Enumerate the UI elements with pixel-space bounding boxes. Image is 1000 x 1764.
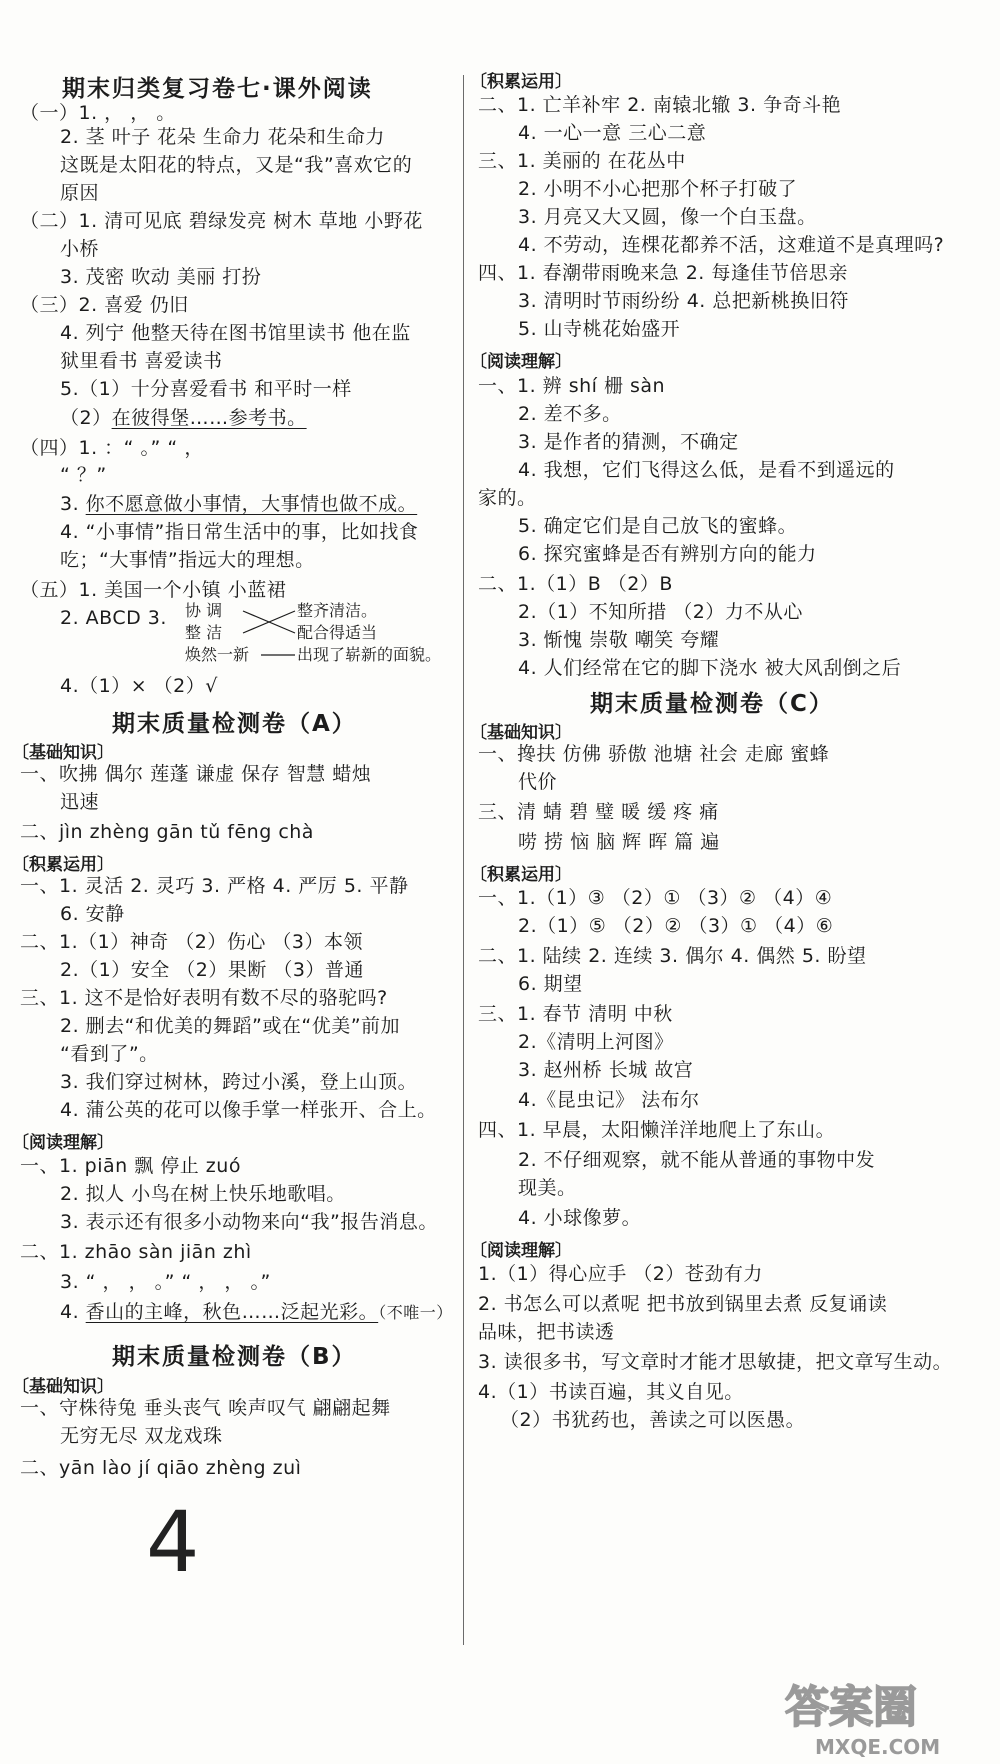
section-heading: 〔阅读理解〕: [470, 1241, 572, 1261]
answer-line: 3. 赵州桥 长城 故宫: [518, 1059, 694, 1081]
answer-line: 5.（1）十分喜爱看书 和平时一样: [60, 378, 352, 400]
answer-line: 三、1. 春节 清明 中秋: [478, 1003, 673, 1025]
answer-prefix: 3.: [60, 493, 86, 515]
answer-line: 3. 我们穿过树林，跨过小溪，登上山顶。: [60, 1071, 418, 1093]
answer-line: （一）1. ， ， 。: [20, 102, 176, 124]
answer-line: 6. 安静: [60, 903, 125, 925]
match-left-item: 协 调: [185, 601, 223, 620]
section-heading: 〔基础知识〕: [470, 723, 572, 743]
answer-line: 二、jìn zhèng gān tǔ fēng chà: [20, 821, 314, 843]
answer-line: 二、1.（1）神奇 （2）伤心 （3）本领: [20, 931, 363, 953]
answer-line: 4. 不劳动，连棵花都养不活，这难道不是真理吗?: [518, 234, 945, 256]
answer-line: 一、搀扶 仿佛 骄傲 池塘 社会 走廊 蜜蜂: [478, 743, 830, 765]
answer-line: 4.《昆虫记》 法布尔: [518, 1089, 700, 1111]
underlined-answer: 你不愿意做小事情，大事情也做不成。: [85, 493, 418, 515]
answer-line: 4.（1）书读百遍，其义自见。: [478, 1381, 744, 1403]
answer-line: 2.（1）安全 （2）果断 （3）普通: [60, 959, 364, 981]
answer-line: 四、1. 早晨，太阳懒洋洋地爬上了东山。: [478, 1119, 836, 1141]
answer-line: 一、吹拂 偶尔 莲蓬 谦虚 保存 智慧 蜡烛: [20, 763, 372, 785]
match-right-item: 整齐清洁。: [297, 601, 378, 620]
answer-line: [60, 1300, 453, 1325]
answer-line: 2.《清明上河图》: [518, 1031, 674, 1053]
section-heading: 〔积累运用〕: [470, 865, 572, 885]
match-left-item: 整 洁: [185, 623, 223, 642]
answer-line: 1.（1）得心应手 （2）苍劲有力: [478, 1263, 763, 1285]
exam-b-title: 期末质量检测卷（B）: [112, 1344, 357, 1370]
section-heading: 〔积累运用〕: [470, 72, 572, 92]
answer-line: （2）书犹药也，善读之可以医愚。: [500, 1409, 806, 1431]
answer-note: （不唯一）: [378, 1303, 453, 1322]
section-heading: 〔积累运用〕: [12, 855, 114, 875]
answer-line: 2. 差不多。: [518, 403, 622, 425]
answer-line: （二）1. 清可见底 碧绿发亮 树木 草地 小野花: [20, 210, 423, 232]
answer-line: （三）2. 喜爱 仍旧: [20, 294, 189, 316]
column-divider: [463, 75, 464, 1645]
answer-line: 迅速: [60, 791, 100, 813]
answer-line: 四、1. 春潮带雨晚来急 2. 每逢佳节倍思亲: [478, 262, 848, 284]
answer-line: 二、1.（1）B （2）B: [478, 573, 673, 595]
answer-line: 现美。: [518, 1177, 577, 1199]
answer-line: 家的。: [478, 487, 537, 509]
answer-line: 3. 清明时节雨纷纷 4. 总把新桃换旧符: [518, 290, 849, 312]
answer-line: “看到了”。: [60, 1043, 159, 1065]
answer-line: 狱里看书 喜爱读书: [60, 350, 223, 372]
answer-line: 三、清 蜻 碧 璧 暖 缓 疼 痛: [478, 801, 719, 823]
answer-line: 4. 人们经常在它的脚下浇水 被大风刮倒之后: [518, 657, 902, 679]
answer-line: 唠 捞 恼 脑 辉 晖 篇 遍: [518, 831, 720, 853]
section-heading: 〔阅读理解〕: [470, 352, 572, 372]
watermark-logo: [775, 1670, 997, 1762]
answer-line: 5. 山寺桃花始盛开: [518, 318, 681, 340]
answer-line: 二、1. 亡羊补牢 2. 南辕北辙 3. 争奇斗艳: [478, 94, 842, 116]
underlined-answer: 在彼得堡……参考书。: [111, 407, 307, 429]
answer-line: （五）1. 美国一个小镇 小蓝裙: [20, 579, 287, 601]
match-right-item: 配合得适当: [297, 623, 378, 642]
answer-line: 三、1. 这不是恰好表明有数不尽的骆驼吗?: [20, 987, 388, 1009]
handwritten-page-number: [140, 1495, 220, 1583]
review-title: 期末归类复习卷七·课外阅读: [62, 76, 373, 102]
answer-line: 4. 一心一意 三心二意: [518, 122, 707, 144]
answer-line: 2. 书怎么可以煮呢 把书放到锅里去煮 反复诵读: [478, 1293, 888, 1315]
answer-line: 2. 小明不小心把那个杯子打破了: [518, 178, 798, 200]
answer-line: 3. 惭愧 崇敬 嘲笑 夸耀: [518, 629, 720, 651]
answer-line: 无穷无尽 双龙戏珠: [60, 1425, 223, 1447]
answer-line: 2. 不仔细观察，就不能从普通的事物中发: [518, 1149, 876, 1171]
answer-line: 3. 读很多书，写文章时才能才思敏捷，把文章写生动。: [478, 1351, 953, 1373]
answer-line: 原因: [60, 182, 100, 204]
answer-prefix: （2）: [60, 407, 112, 429]
answer-line: 6. 期望: [518, 973, 583, 995]
answer-line: 3. “ ， ， 。” “ ， ， 。”: [60, 1271, 271, 1293]
answer-line: 三、1. 美丽的 在花丛中: [478, 150, 686, 172]
answer-line: 一、1. 灵活 2. 灵巧 3. 严格 4. 严厉 5. 平静: [20, 875, 409, 897]
underlined-answer: 香山的主峰，秋色……泛起光彩。: [85, 1301, 379, 1323]
answer-line: 吃；“大事情”指远大的理想。: [60, 549, 315, 571]
svg-text:MXQE.COM: MXQE.COM: [815, 1735, 941, 1759]
answer-line: “ ？”: [60, 464, 107, 486]
answer-line: 4. 我想，它们飞得这么低，是看不到遥远的: [518, 459, 895, 481]
answer-line: 3. 茂密 吹动 美丽 打扮: [60, 266, 262, 288]
answer-line: 4. 小球像萝。: [518, 1207, 642, 1229]
answer-line: 4. 列宁 他整天待在图书馆里读书 他在监: [60, 322, 411, 344]
answer-line: 3. 表示还有很多小动物来向“我”报告消息。: [60, 1211, 438, 1233]
word-matching-diagram: [185, 600, 455, 668]
answer-line: 2. 拟人 小鸟在树上快乐地歌唱。: [60, 1183, 346, 1205]
answer-line: 5. 确定它们是自己放飞的蜜蜂。: [518, 515, 798, 537]
answer-line: 二、1. zhāo sàn jiān zhì: [20, 1241, 252, 1263]
answer-line: [60, 406, 307, 430]
exam-a-title: 期末质量检测卷（A）: [112, 711, 357, 737]
answer-line: 代价: [518, 771, 558, 793]
section-heading: 〔基础知识〕: [12, 743, 114, 763]
answer-line: 2. ABCD 3.: [60, 607, 167, 629]
answer-line: 2.（1）⑤ （2）② （3）① （4）⑥: [518, 915, 834, 937]
answer-line: 2. 删去“和优美的舞蹈”或在“优美”前加: [60, 1015, 401, 1037]
answer-prefix: 4.: [60, 1301, 86, 1323]
answer-line: 6. 探究蜜蜂是否有辨别方向的能力: [518, 543, 817, 565]
answer-line: 3. 是作者的猜测，不确定: [518, 431, 739, 453]
answer-line: 一、1. piān 飘 停止 zuó: [20, 1155, 241, 1177]
answer-line: 一、1. 辨 shí 栅 sàn: [478, 375, 666, 397]
answer-line: 一、守株待兔 垂头丧气 唉声叹气 翩翩起舞: [20, 1397, 391, 1419]
answer-line: 2.（1）不知所措 （2）力不从心: [518, 601, 803, 623]
answer-line: 品味，把书读透: [478, 1321, 615, 1343]
section-heading: 〔基础知识〕: [12, 1377, 114, 1397]
answer-line: 小桥: [60, 238, 100, 260]
match-right-item: 出现了崭新的面貌。: [297, 645, 442, 664]
section-heading: 〔阅读理解〕: [12, 1133, 114, 1153]
answer-line: [60, 492, 417, 516]
answer-line: 4.（1）× （2）√: [60, 675, 218, 697]
answer-line: 二、1. 陆续 2. 连续 3. 偶尔 4. 偶然 5. 盼望: [478, 945, 867, 967]
answer-line: 这既是太阳花的特点，又是“我”喜欢它的: [60, 154, 413, 176]
svg-text:答案圈: 答案圈: [785, 1682, 917, 1733]
svg-text:4: 4: [146, 1495, 200, 1583]
answer-line: 3. 月亮又大又圆，像一个白玉盘。: [518, 206, 817, 228]
answer-line: （四）1. ：“ 。” “ ，: [20, 437, 204, 459]
exam-c-title: 期末质量检测卷（C）: [590, 691, 834, 717]
answer-line: 4. 蒲公英的花可以像手掌一样张开、合上。: [60, 1099, 437, 1121]
answer-line: 二、yān lào jí qiāo zhèng zuì: [20, 1457, 302, 1479]
answer-line: 2. 茎 叶子 花朵 生命力 花朵和生命力: [60, 126, 385, 148]
answer-line: 4. “小事情”指日常生活中的事，比如找食: [60, 521, 419, 543]
match-left-item: 焕然一新: [185, 645, 250, 664]
answer-line: 一、1.（1）③ （2）① （3）② （4）④: [478, 887, 833, 909]
